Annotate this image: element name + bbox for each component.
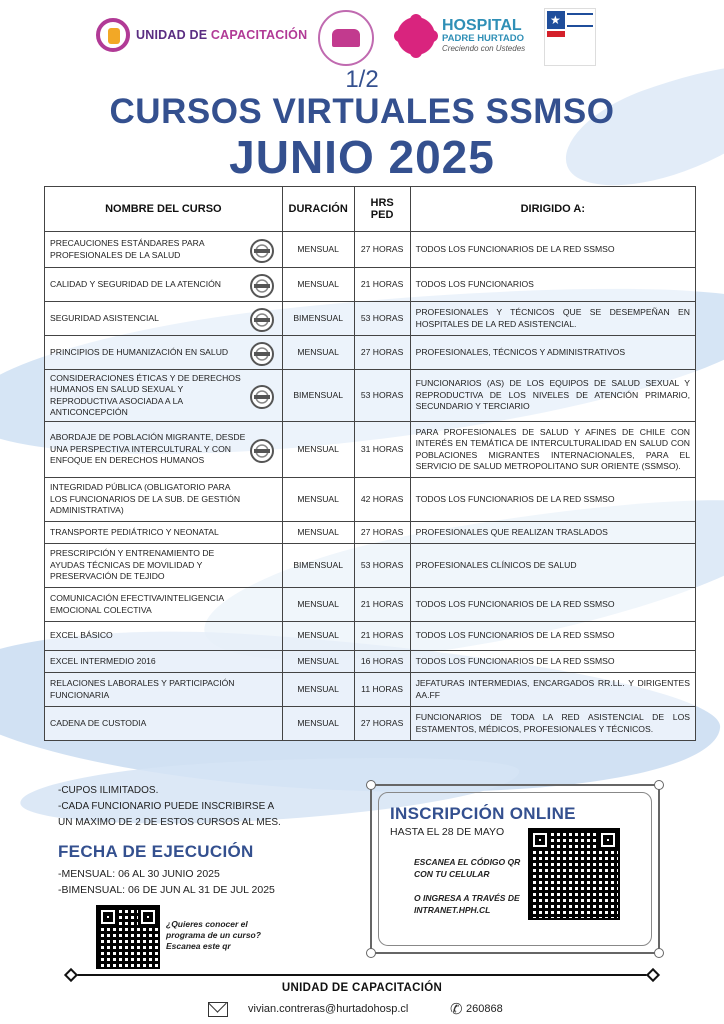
ministry-logo [544, 8, 596, 66]
course-hours: 53 HORAS [354, 302, 410, 336]
course-name: INTEGRIDAD PÚBLICA (OBLIGATORIO PARA LOS FUNCIONARIOS DE LA SUB. DE GESTIÓN ADMINISTRATIVA) [45, 478, 283, 522]
course-duration: MENSUAL [282, 422, 354, 478]
course-target: FUNCIONARIOS DE TODA LA RED ASISTENCIAL DE LOS ESTAMENTOS, MÉDICOS, PROFESIONALES Y TÉCNICOS. [410, 707, 695, 741]
certified-seal-icon [250, 385, 274, 409]
inscription-intranet-text: O INGRESA A TRAVÉS DE INTRANET.HPH.CL [414, 892, 524, 916]
table-row [45, 232, 696, 268]
course-hours: 53 HORAS [354, 370, 410, 422]
certified-seal-icon [250, 308, 274, 332]
execution-monthly: -MENSUAL: 06 AL 30 JUNIO 2025 [58, 868, 220, 880]
course-name: EXCEL INTERMEDIO 2016 [45, 651, 283, 673]
logo-bar [0, 8, 724, 72]
unidad-capacitacion-mark-icon [96, 18, 130, 52]
course-target: JEFATURAS INTERMEDIAS, ENCARGADOS RR.LL. Y DIRIGENTES AA.FF [410, 673, 695, 707]
table-row [45, 707, 696, 741]
inscription-deadline: HASTA EL 28 DE MAYO [390, 826, 505, 838]
page-fraction: 1/2 [345, 66, 379, 93]
course-duration: MENSUAL [282, 478, 354, 522]
diamond-icon [64, 968, 78, 982]
certified-seal-icon [250, 439, 274, 463]
table-row [45, 651, 696, 673]
footer-title: UNIDAD DE CAPACITACIÓN [281, 982, 443, 994]
course-hours: 42 HORAS [354, 478, 410, 522]
header-hours: HRS PED [354, 187, 410, 232]
course-hours: 16 HORAS [354, 651, 410, 673]
table-row [45, 544, 696, 588]
footer-phone[interactable]: 260868 [466, 1003, 503, 1015]
course-target: PROFESIONALES CLÍNICOS DE SALUD [410, 544, 695, 588]
course-target: TODOS LOS FUNCIONARIOS DE LA RED SSMSO [410, 622, 695, 651]
hospital-name: HOSPITAL [442, 17, 522, 34]
diamond-icon [646, 968, 660, 982]
course-hours: 11 HORAS [354, 673, 410, 707]
table-row [45, 422, 696, 478]
course-name: COMUNICACIÓN EFECTIVA/INTELIGENCIA EMOCIONAL COLECTIVA [45, 588, 283, 622]
intranet-link[interactable]: INTRANET.HPH.CL [414, 905, 491, 915]
footer-email[interactable]: vivian.contreras@hurtadohosp.cl [248, 1003, 409, 1015]
header-name: NOMBRE DEL CURSO [45, 187, 283, 232]
course-name: TRANSPORTE PEDIÁTRICO Y NEONATAL [45, 522, 283, 544]
course-target: TODOS LOS FUNCIONARIOS DE LA RED SSMSO [410, 478, 695, 522]
course-duration: MENSUAL [282, 268, 354, 302]
course-duration: MENSUAL [282, 336, 354, 370]
table-row [45, 673, 696, 707]
execution-title: FECHA DE EJECUCIÓN [58, 842, 254, 861]
people-icon [332, 29, 360, 47]
course-name: CADENA DE CUSTODIA [45, 707, 283, 741]
logo-uc-part1: UNIDAD DE [136, 28, 211, 42]
course-target: PROFESIONALES Y TÉCNICOS QUE SE DESEMPEÑAN EN HOSPITALES DE LA RED ASISTENCIAL. [410, 302, 695, 336]
course-hours: 21 HORAS [354, 268, 410, 302]
course-target: TODOS LOS FUNCIONARIOS DE LA RED SSMSO [410, 232, 695, 268]
course-hours: 27 HORAS [354, 336, 410, 370]
table-body [45, 232, 696, 741]
course-duration: MENSUAL [282, 522, 354, 544]
course-target: PARA PROFESIONALES DE SALUD Y AFINES DE CHILE CON INTERÉS EN TEMÁTICA DE INTERCULTURALIDAD EN SALUD CON POBLACIONES MIGRANTES INTERNACIONALES, PARA EL SERVICIO DE SALUD METROPOLITANO SUR ORIENTE (SSMSO). [410, 422, 695, 478]
course-name: EXCEL BÁSICO [45, 622, 283, 651]
inscription-scan-text: ESCANEA EL CÓDIGO QR CON TU CELULAR [414, 857, 521, 879]
course-name: SEGURIDAD ASISTENCIAL [45, 302, 283, 336]
phone-icon: ✆ [450, 1001, 463, 1018]
table-row [45, 268, 696, 302]
hospital-slogan: Creciendo con Ustedes [442, 44, 526, 53]
footer-divider [70, 974, 654, 976]
wellbeing-circle-logo [318, 10, 374, 66]
course-duration: BIMENSUAL [282, 544, 354, 588]
course-duration: MENSUAL [282, 707, 354, 741]
mail-icon [208, 1002, 228, 1017]
course-hours: 53 HORAS [354, 544, 410, 588]
table-header-row [45, 187, 696, 232]
course-hours: 21 HORAS [354, 588, 410, 622]
header-target: DIRIGIDO A: [410, 187, 695, 232]
course-name: CONSIDERACIONES ÉTICAS Y DE DERECHOS HUMANOS EN SALUD SEXUAL Y REPRODUCTIVA ASOCIADA A LA ANTICONCEPCIÓN [45, 370, 283, 422]
course-hours: 27 HORAS [354, 232, 410, 268]
header-duration: DURACIÓN [282, 187, 354, 232]
logo-uc-part2: CAPACITACIÓN [210, 28, 308, 42]
certified-seal-icon [250, 274, 274, 298]
course-duration: MENSUAL [282, 651, 354, 673]
note-line: UN MAXIMO DE 2 DE ESTOS CURSOS AL MES. [58, 817, 281, 828]
inscription-title: INSCRIPCIÓN ONLINE [390, 804, 576, 823]
course-hours: 31 HORAS [354, 422, 410, 478]
note-line: -CUPOS ILIMITADOS. [58, 785, 159, 796]
qr-prompt: ¿Quieres conocer el programa de un curso? Escanea este qr [166, 919, 261, 951]
course-name: PRINCIPIOS DE HUMANIZACIÓN EN SALUD [45, 336, 283, 370]
course-duration: MENSUAL [282, 622, 354, 651]
courses-table [44, 186, 696, 741]
hospital-flower-icon [394, 14, 438, 58]
course-name: PRECAUCIONES ESTÁNDARES PARA PROFESIONALES DE LA SALUD [45, 232, 283, 268]
course-duration: MENSUAL [282, 588, 354, 622]
certified-seal-icon [250, 342, 274, 366]
page-month: JUNIO 2025 [229, 131, 495, 183]
unidad-capacitacion-logo [96, 18, 307, 52]
inscription-qr-code[interactable] [528, 828, 620, 920]
course-hours: 27 HORAS [354, 707, 410, 741]
program-qr-code[interactable] [96, 905, 160, 969]
certified-seal-icon [250, 239, 274, 263]
table-row [45, 302, 696, 336]
table-row [45, 336, 696, 370]
course-target: TODOS LOS FUNCIONARIOS DE LA RED SSMSO [410, 651, 695, 673]
table-row [45, 370, 696, 422]
course-name: ABORDAJE DE POBLACIÓN MIGRANTE, DESDE UNA PERSPECTIVA INTERCULTURAL Y CON ENFOQUE EN DERECHOS HUMANOS [45, 422, 283, 478]
course-target: PROFESIONALES, TÉCNICOS Y ADMINISTRATIVOS [410, 336, 695, 370]
table-row [45, 588, 696, 622]
table-row [45, 478, 696, 522]
course-target: FUNCIONARIOS (AS) DE LOS EQUIPOS DE SALUD SEXUAL Y REPRODUCTIVA DE LOS NIVELES DE ATENCIÓN PRIMARIO, SECUNDARIO Y TERCIARIO [410, 370, 695, 422]
course-target: TODOS LOS FUNCIONARIOS [410, 268, 695, 302]
notes [58, 783, 281, 831]
course-target: TODOS LOS FUNCIONARIOS DE LA RED SSMSO [410, 588, 695, 622]
table-row [45, 622, 696, 651]
execution-dates [58, 866, 275, 898]
course-name: PRESCRIPCIÓN Y ENTRENAMIENTO DE AYUDAS TÉCNICAS DE MOVILIDAD Y PRESERVACIÓN DE TEJIDO [45, 544, 283, 588]
course-name: CALIDAD Y SEGURIDAD DE LA ATENCIÓN [45, 268, 283, 302]
course-target: PROFESIONALES QUE REALIZAN TRASLADOS [410, 522, 695, 544]
page-title: CURSOS VIRTUALES SSMSO [109, 92, 615, 131]
table-row [45, 522, 696, 544]
course-duration: BIMENSUAL [282, 370, 354, 422]
execution-bimonthly: -BIMENSUAL: 06 DE JUN AL 31 DE JUL 2025 [58, 884, 275, 896]
hospital-sub: PADRE HURTADO [442, 33, 524, 44]
hospital-logo [394, 14, 525, 58]
note-line: -CADA FUNCIONARIO PUEDE INSCRIBIRSE A [58, 801, 275, 812]
course-duration: MENSUAL [282, 673, 354, 707]
course-duration: BIMENSUAL [282, 302, 354, 336]
course-hours: 21 HORAS [354, 622, 410, 651]
course-name: RELACIONES LABORALES Y PARTICIPACIÓN FUNCIONARIA [45, 673, 283, 707]
course-hours: 27 HORAS [354, 522, 410, 544]
course-duration: MENSUAL [282, 232, 354, 268]
